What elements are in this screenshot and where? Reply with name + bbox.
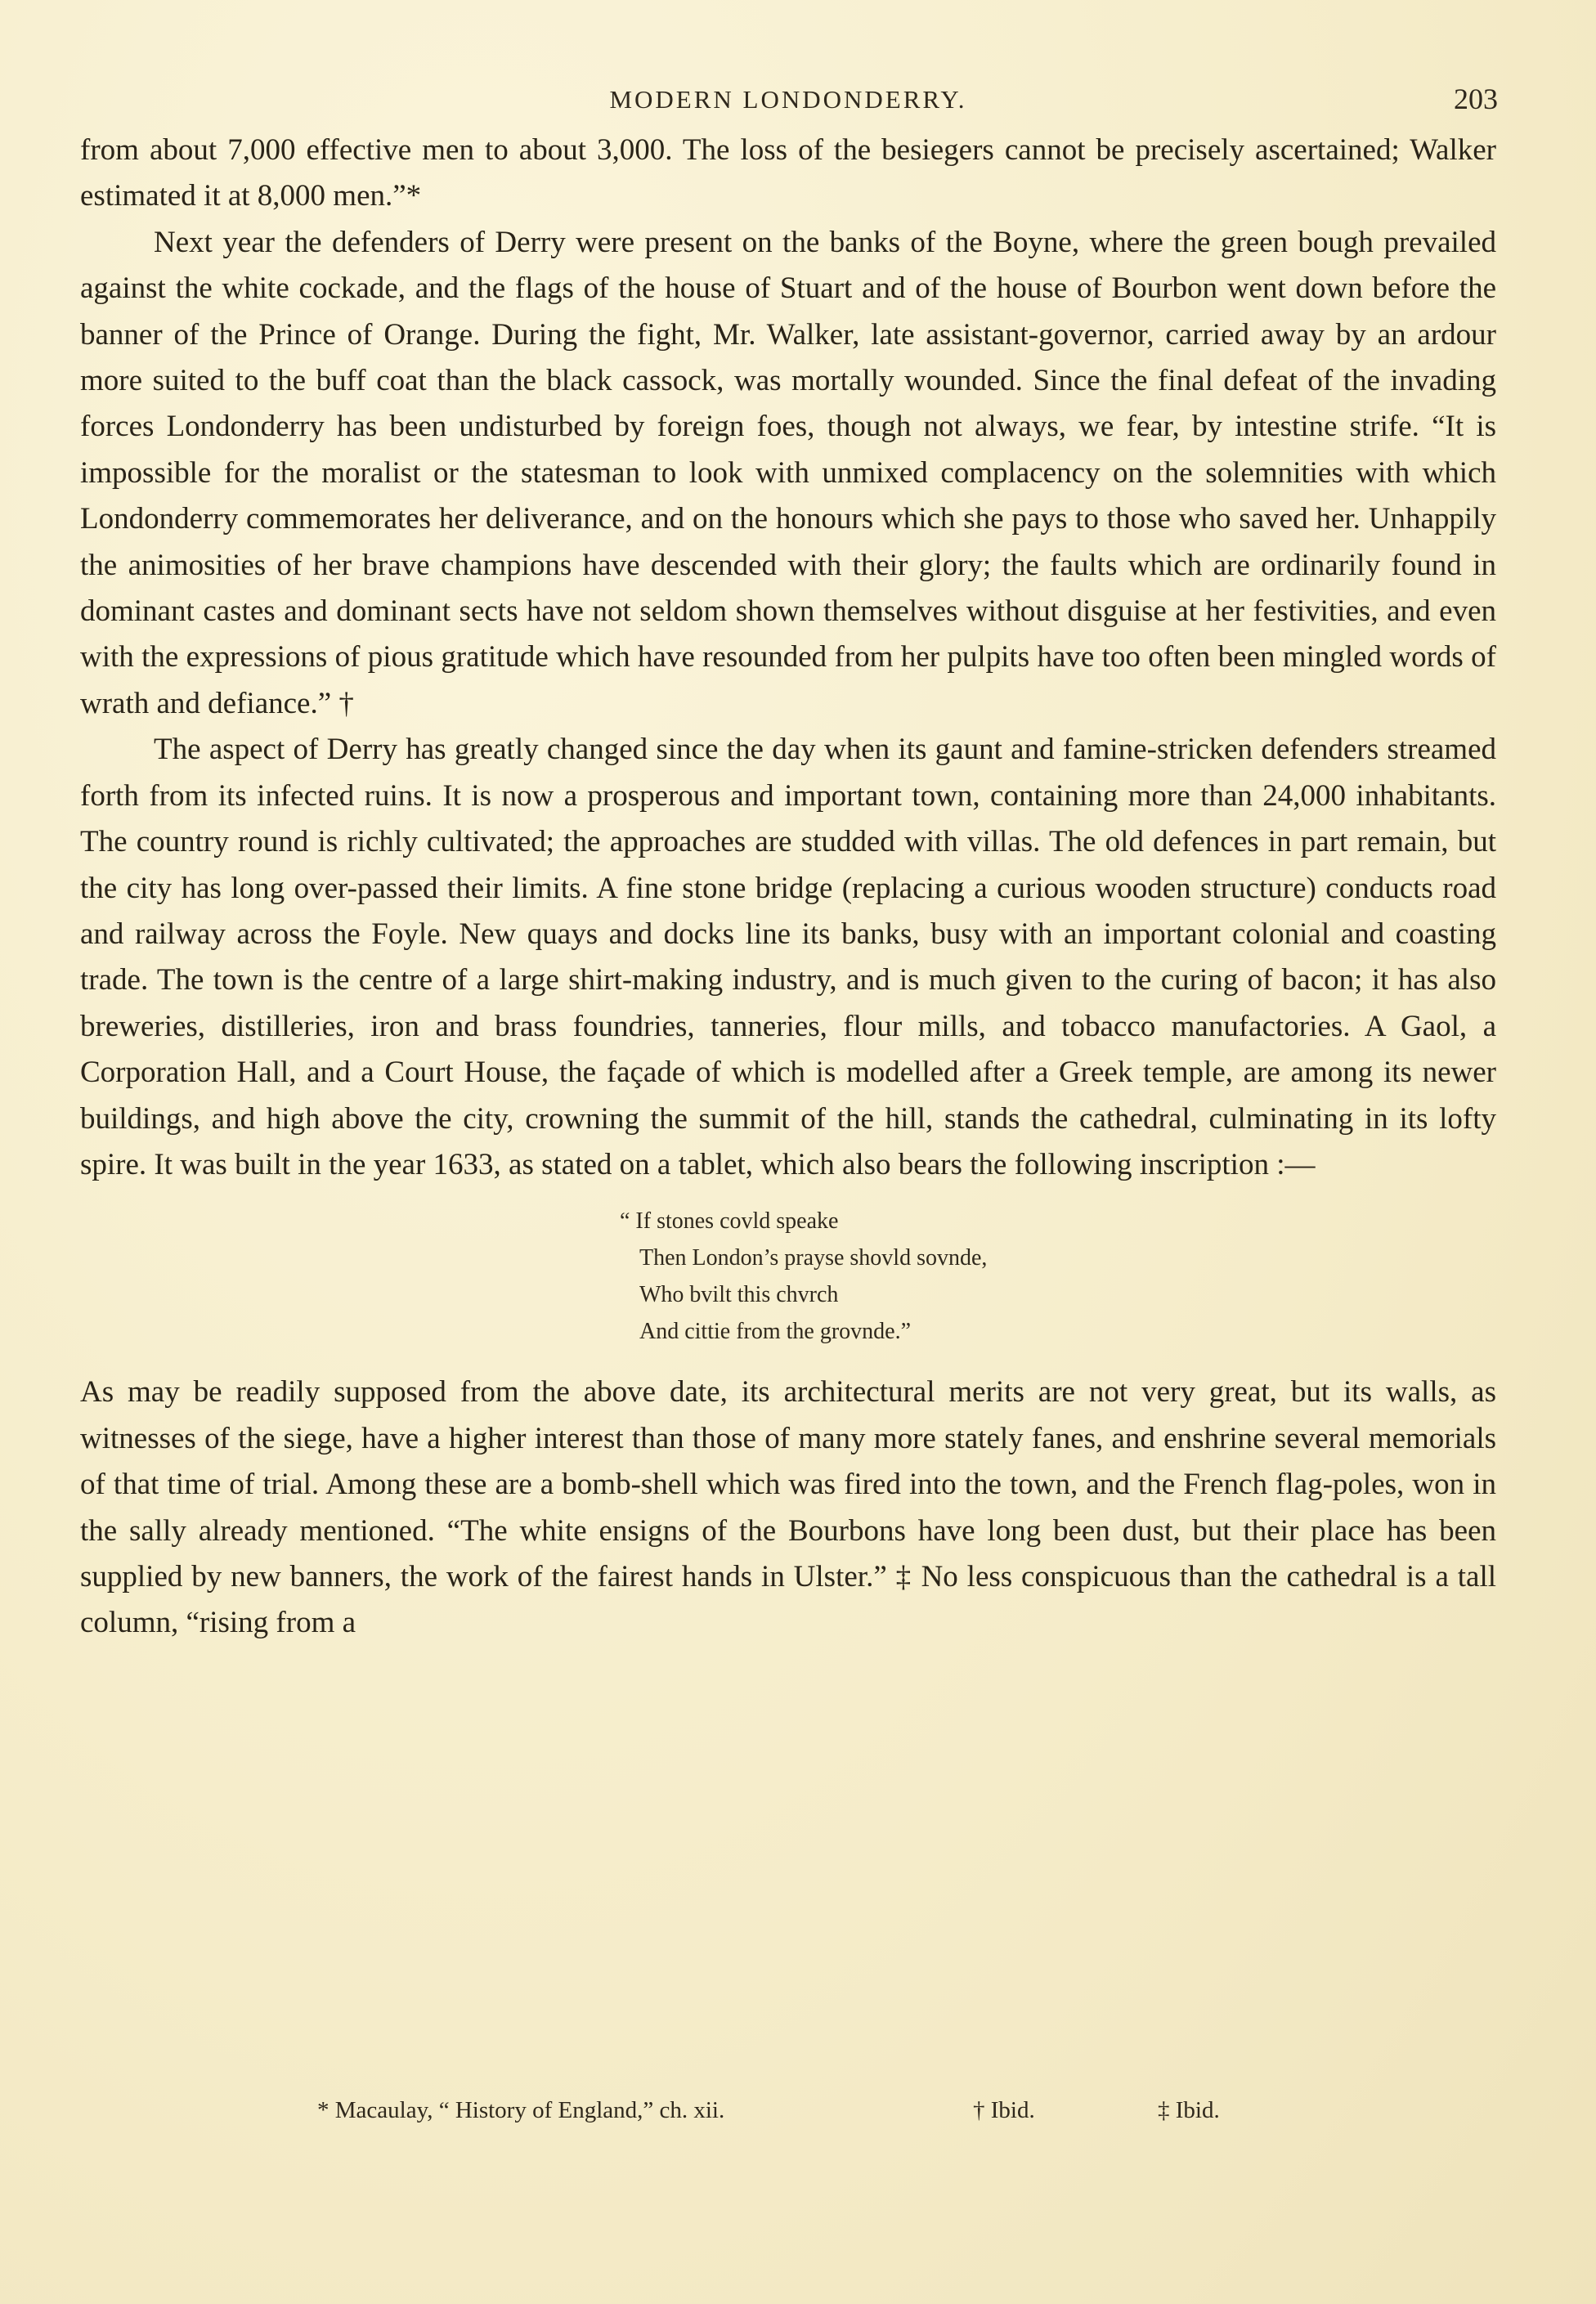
page-number: 203 [1454, 83, 1498, 115]
footnote-ibid-dagger: † Ibid. [973, 2097, 1035, 2123]
verse-line-1: “ If stones covld speake [620, 1208, 839, 1235]
inscription-verse [620, 1203, 1496, 1350]
paragraph-4: As may be readily supposed from the above date, its architectural merits are not very great, but its walls, as witnesses of the siege, have a higher interest than those of many more stately fanes, and enshrine several memorials of that time of trial. Among these are a bomb-shell which was fired into the town, and the French flag-poles, won in the sally already mentioned. “The white ensigns of the Bourbons have long been dust, but their place has been supplied by new banners, the work of the fairest hands in Ulster.” ‡ No less conspicuous than the cathedral is a tall column, “rising from a [80, 1375, 1496, 1640]
running-title: MODERN LONDONDERRY. [609, 85, 967, 114]
footnote-macaulay: * Macaulay, “ History of England,” ch. xii. [317, 2097, 725, 2123]
running-head [80, 78, 1496, 128]
verse-line-3: Who bvilt this chvrch [639, 1282, 839, 1308]
paragraph-3: The aspect of Derry has greatly changed since the day when its gaunt and famine-stricken defenders streamed forth from its infected ruins. It is now a prosperous and important town, containing more than 24,000 inhabitants. The country round is richly cultivated; the approaches are studded with villas. The old defences in part remain, but the city has long over-passed their limits. A fine stone bridge (replacing a curious wooden structure) conducts road and railway across the Foyle. New quays and docks line its banks, busy with an important colonial and coasting trade. The town is the centre of a large shirt-making industry, and is much given to the curing of bacon; it has also breweries, distilleries, iron and brass foundries, tanneries, flour mills, and tobacco manufactories. A Gaol, a Corporation Hall, and a Court House, the façade of which is modelled after a Greek temple, are among its newer buildings, and high above the city, crowning the summit of the hill, stands the cathedral, culminating in its lofty spire. It was built in the year 1633, as stated on a tablet, which also bears the following inscription :— [80, 733, 1496, 1181]
paragraph-1: from about 7,000 effective men to about 3,000. The loss of the besiegers cannot be precisely ascertained; Walker estimated it at 8,000 men.”* [80, 133, 1496, 213]
footnote-ibid-double-dagger: ‡ Ibid. [1158, 2097, 1220, 2123]
book-page [80, 78, 1496, 1647]
body-text [80, 128, 1496, 1647]
verse-line-2: Then London’s prayse shovld sovnde, [639, 1245, 988, 1271]
paragraph-2: Next year the defenders of Derry were present on the banks of the Boyne, where the green bough prevailed against the white cockade, and the flags of the house of Stuart and of the house of Bourbon went down before the banner of the Prince of Orange. During the fight, Mr. Walker, late assistant-governor, carried away by an ardour more suited to the buff coat than the black cassock, was mortally wounded. Since the final defeat of the invading forces Londonderry has been undisturbed by foreign foes, though not always, we fear, by intestine strife. “It is impossible for the moralist or the statesman to look with unmixed complacency on the solemnities with which Londonderry commemorates her deliverance, and on the honours which she pays to those who saved her. Unhappily the animosities of her brave champions have descended with their glory; the faults which are ordinarily found in dominant castes and dominant sects have not seldom shown themselves without disguise at her festivities, and even with the expressions of pious gratitude which have resounded from her pulpits have too often been mingled words of wrath and defiance.” † [80, 225, 1496, 720]
verse-line-4: And cittie from the grovnde.” [639, 1319, 912, 1345]
